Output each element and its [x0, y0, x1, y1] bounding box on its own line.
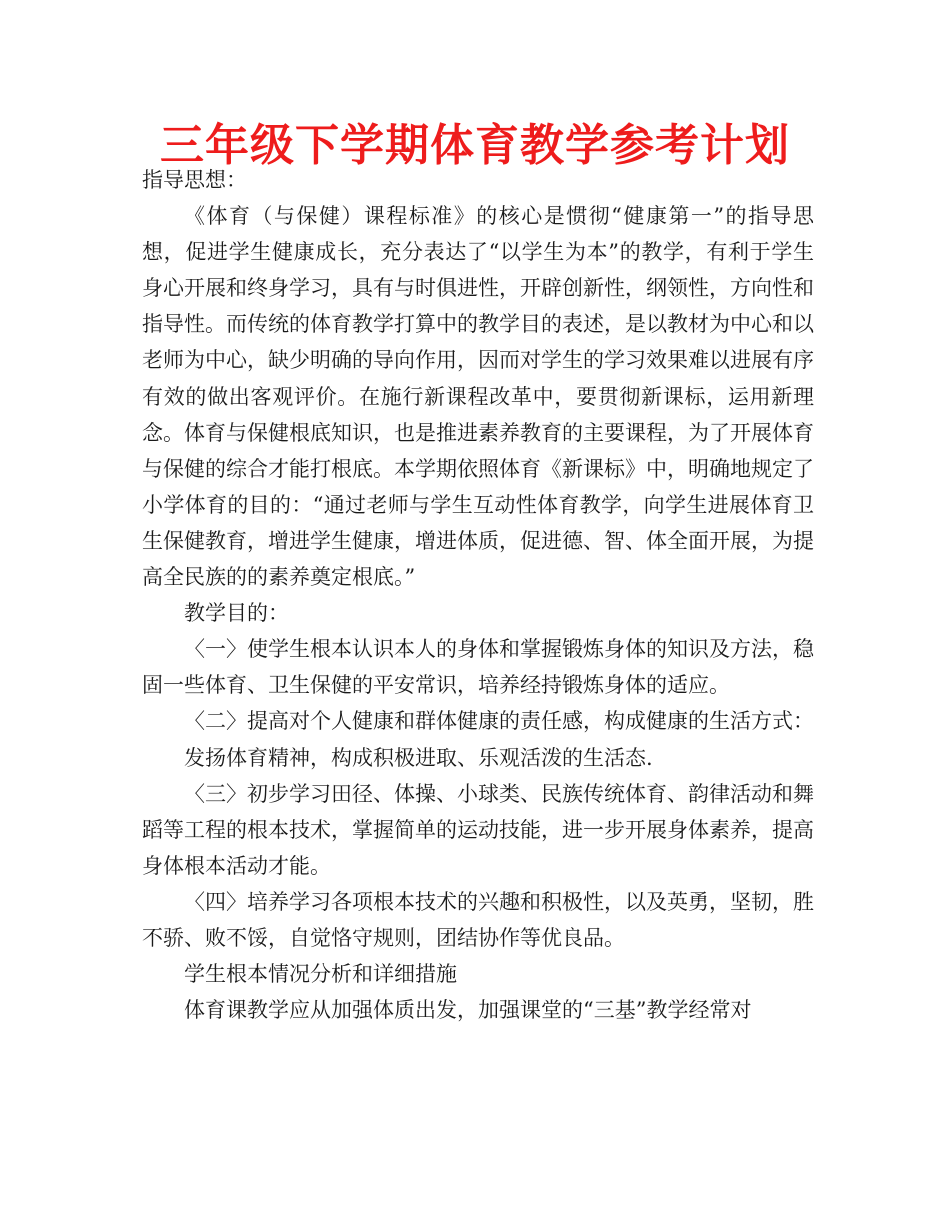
document-body	[142, 162, 814, 1028]
goal-item-2-continuation: 发扬体育精神，构成积极进取、乐观活泼的生活态.	[184, 745, 653, 770]
paragraph-guiding-ideology: 《体育（与保健）课程标准》的核心是惯彻“健康第一”的指导思想，促进学生健康成长，充分表达了“以学生为本”的教学，有利于学生身心开展和终身学习，具有与时俱进性，开辟创新性，纲领性，方向性和指导性。而传统的体育教学打算中的教学目的表述，是以教材为中心和以老师为中心，缺少明确的导向作用，因而对学生的学习效果难以进展有序有效的做出客观评价。在施行新课程改革中，要贯彻新课标，运用新理念。体育与保健根底知识，也是推进素养教育的主要课程，为了开展体育与保健的综合才能打根底。本学期依照体育《新课标》中，明确地规定了小学体育的目的：“通过老师与学生互动性体育教学，向学生进展体育卫生保健教育，增进学生健康，增进体质，促进德、智、体全面开展，为提高全民族的的素养奠定根底。”	[142, 204, 814, 590]
document-title: 三年级下学期体育教学参考计划	[160, 120, 790, 171]
goal-item-1: 〈一〉使学生根本认识本人的身体和掌握锻炼身体的知识及方法，稳固一些体育、卫生保健的平安常识，培养经持锻炼身体的适应。	[142, 637, 814, 698]
heading-teaching-goals: 教学目的：	[184, 601, 289, 626]
paragraph-student-analysis: 体育课教学应从加强体质出发，加强课堂的“三基”教学经常对	[184, 998, 752, 1023]
goal-item-2: 〈二〉提高对个人健康和群体健康的责任感，构成健康的生活方式：	[184, 709, 814, 734]
goal-item-3: 〈三〉初步学习田径、体操、小球类、民族传统体育、韵律活动和舞蹈等工程的根本技术，掌握简单的运动技能，进一步开展身体素养，提高身体根本活动才能。	[142, 781, 814, 878]
heading-student-analysis: 学生根本情况分析和详细措施	[184, 962, 457, 987]
heading-guiding-ideology: 指导思想：	[142, 168, 247, 192]
goal-item-4: 〈四〉培养学习各项根本技术的兴趣和积极性，以及英勇，坚韧，胜不骄、败不馁，自觉恪守规则，团结协作等优良品。	[142, 889, 814, 950]
